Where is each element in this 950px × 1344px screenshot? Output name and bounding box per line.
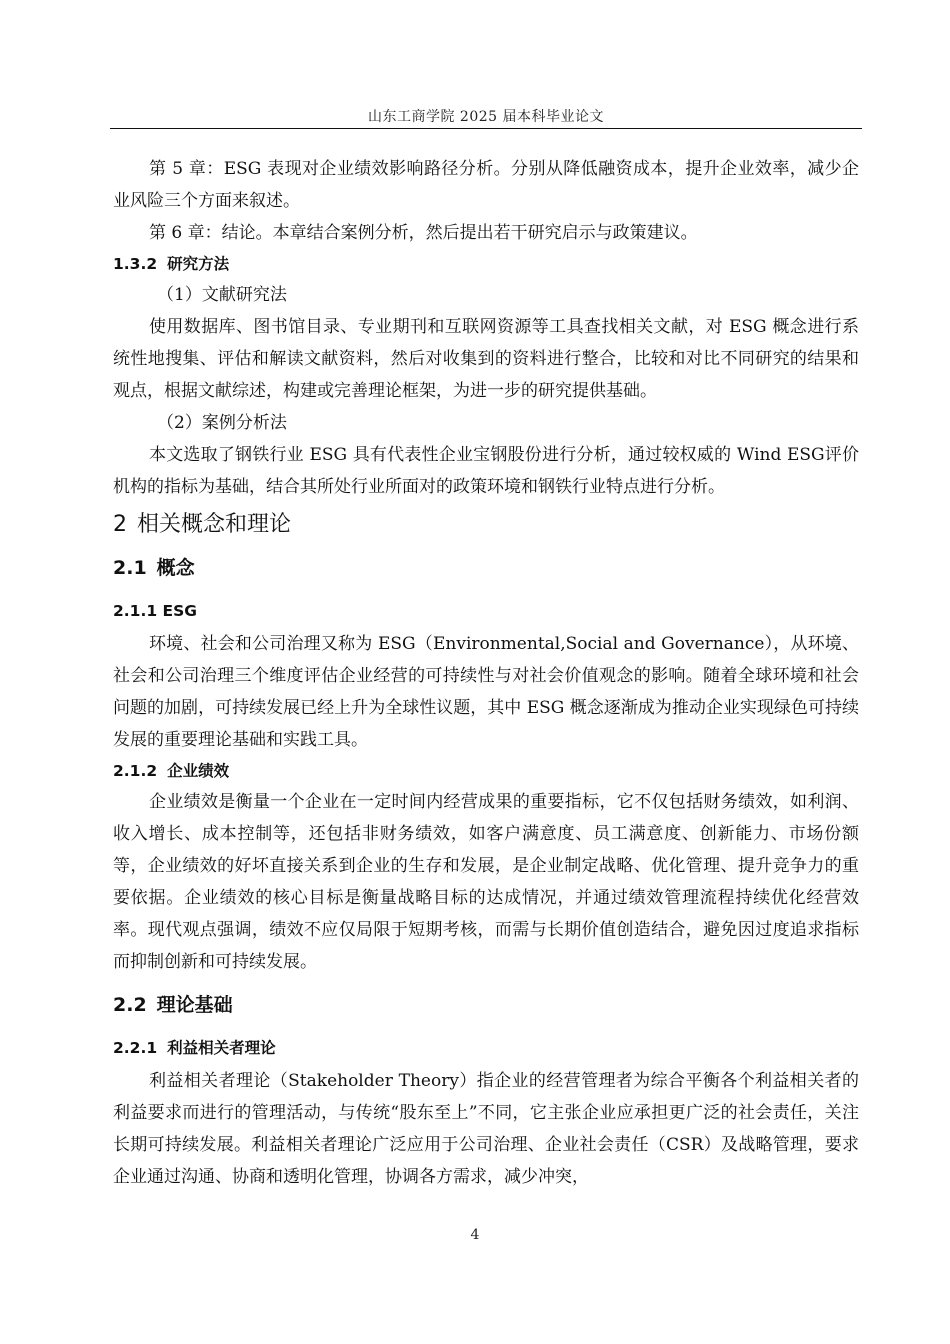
heading-2-1-2 xyxy=(113,756,859,786)
heading-number: 2.1 xyxy=(113,557,147,579)
heading-2-1 xyxy=(113,553,859,583)
heading-title: 利益相关者理论 xyxy=(167,1039,276,1057)
paragraph-stakeholder-theory: 利益相关者理论（Stakeholder Theory）指企业的经营管理者为综合平衡各个利益相关者的利益要求而进行的管理活动，与传统“股东至上”不同，它主张企业应承担更广泛的社会责任，关注长期可持续发展。利益相关者理论广泛应用于公司治理、企业社会责任（CSR）及战略管理，要求企业通过沟通、协商和透明化管理，协调各方需求，减少冲突， xyxy=(113,1071,859,1187)
heading-number: 2 xyxy=(113,512,127,537)
heading-title: 相关概念和理论 xyxy=(137,512,292,537)
list-item-case-method: （2）案例分析法 xyxy=(157,413,287,433)
heading-number: 2.1.2 xyxy=(113,762,158,780)
paragraph-chapter-6: 第 6 章：结论。本章结合案例分析，然后提出若干研究启示与政策建议。 xyxy=(149,223,698,243)
paragraph-literature-method: 使用数据库、图书馆目录、专业期刊和互联网资源等工具查找相关文献，对 ESG 概念进行系统性地搜集、评估和解读文献资料，然后对收集到的资料进行整合，比较和对比不同研究的结果和观点，根据文献综述，构建或完善理论框架，为进一步的研究提供基础。 xyxy=(113,317,859,401)
list-item-literature-method: （1）文献研究法 xyxy=(157,285,287,305)
page-number: 4 xyxy=(470,1227,480,1243)
heading-number: 2.2 xyxy=(113,994,147,1016)
paragraph-case-method: 本文选取了钢铁行业 ESG 具有代表性企业宝钢股份进行分析，通过较权威的 Wind ESG评价机构的指标为基础，结合其所处行业所面对的政策环境和钢铁行业特点进行分析。 xyxy=(113,445,859,497)
heading-chapter-2 xyxy=(113,510,859,540)
page-header: 山东工商学院 2025 届本科毕业论文 xyxy=(367,109,605,125)
heading-1-3-2 xyxy=(113,249,859,279)
heading-title: 概念 xyxy=(156,557,195,579)
document-body xyxy=(113,153,859,1193)
heading-title: 企业绩效 xyxy=(167,762,230,780)
paragraph-esg: 环境、社会和公司治理又称为 ESG（Environmental,Social and Governance），从环境、社会和公司治理三个维度评估企业经营的可持续性与对社会价值观念的影响。随着全球环境和社会问题的加剧，可持续发展已经上升为全球性议题，其中 ESG 概念逐渐成为推动企业实现绿色可持续发展的重要理论基础和实践工具。 xyxy=(113,634,859,750)
heading-2-2-1 xyxy=(113,1033,859,1063)
paragraph-chapter-5: 第 5 章：ESG 表现对企业绩效影响路径分析。分别从降低融资成本，提升企业效率，减少企业风险三个方面来叙述。 xyxy=(113,159,859,211)
heading-number: 2.2.1 xyxy=(113,1039,158,1057)
header-divider xyxy=(110,128,862,129)
heading-2-2 xyxy=(113,990,859,1020)
heading-number: 1.3.2 xyxy=(113,255,158,273)
heading-title: 研究方法 xyxy=(167,255,230,273)
heading-2-1-1: 2.1.1 ESG xyxy=(113,602,198,620)
heading-title: 理论基础 xyxy=(156,994,233,1016)
paragraph-performance: 企业绩效是衡量一个企业在一定时间内经营成果的重要指标，它不仅包括财务绩效，如利润、收入增长、成本控制等，还包括非财务绩效，如客户满意度、员工满意度、创新能力、市场份额等，企业绩效的好坏直接关系到企业的生存和发展，是企业制定战略、优化管理、提升竞争力的重要依据。企业绩效的核心目标是衡量战略目标的达成情况，并通过绩效管理流程持续优化经营效率。现代观点强调，绩效不应仅局限于短期考核，而需与长期价值创造结合，避免因过度追求指标而抑制创新和可持续发展。 xyxy=(113,792,859,972)
